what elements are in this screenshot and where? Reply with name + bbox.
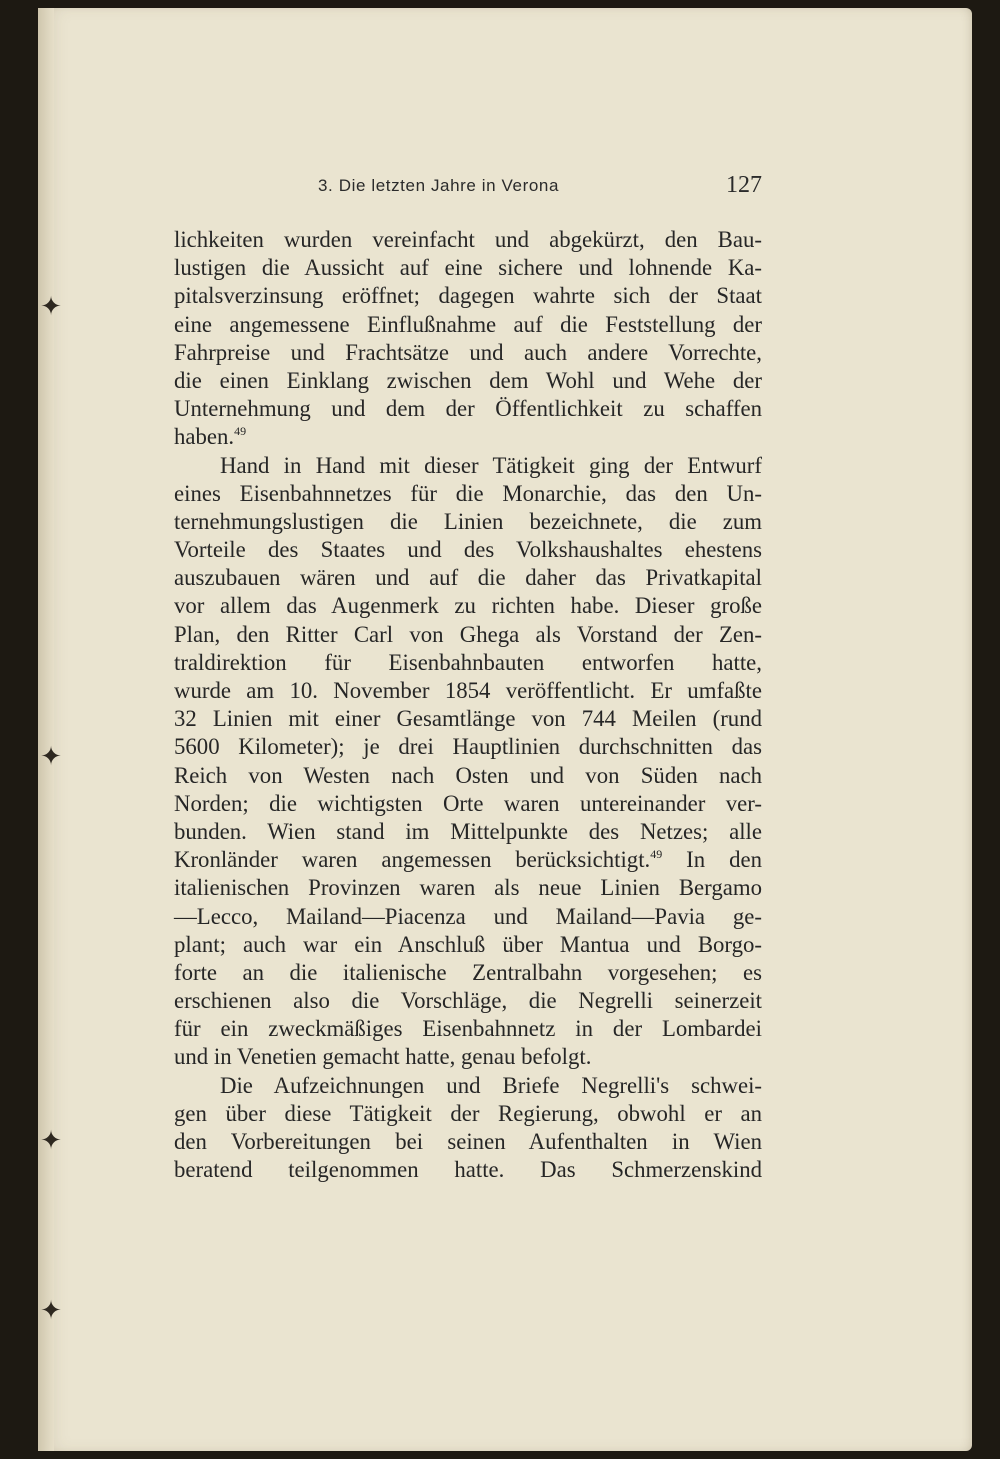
text-line: 5600 Kilometer); je drei Hauptlinien durchschnitten das	[174, 734, 762, 760]
binding-stitch-icon: ✦	[40, 292, 62, 322]
text-line: Fahrpreise und Frachtsätze und auch andere Vorrechte,	[174, 339, 762, 365]
body-text	[174, 226, 762, 1184]
text-line	[174, 846, 762, 874]
text-fragment: haben.	[174, 424, 235, 450]
footnote-reference: 49	[234, 424, 247, 439]
text-line: vor allem das Augenmerk zu richten habe. Dieser große	[174, 593, 762, 619]
text-line: —Lecco, Mailand—Piacenza und Mailand—Pavia ge-	[174, 903, 762, 929]
text-line: Plan, den Ritter Carl von Ghega als Vorstand der Zen-	[174, 621, 762, 647]
text-line: auszubauen wären und auf die daher das Privatkapital	[174, 565, 762, 591]
page-number: 127	[726, 172, 762, 198]
text-line: wurde am 10. November 1854 veröffentlicht. Er umfaßte	[174, 678, 762, 703]
text-line: pitalsverzinsung eröffnet; dagegen wahrte sich der Staat	[174, 283, 762, 309]
text-line: für ein zweckmäßiges Eisenbahnnetz in der Lombardei	[174, 1016, 762, 1042]
binding-stitch-icon: ✦	[40, 1296, 62, 1326]
binding-stitch-icon: ✦	[40, 742, 62, 772]
text-line: eines Eisenbahnnetzes für die Monarchie, das den Un-	[174, 480, 762, 506]
text-line: bunden. Wien stand im Mittelpunkte des Netzes; alle	[174, 818, 762, 844]
text-line: lustigen die Aussicht auf eine sichere und lohnende Ka-	[174, 255, 762, 281]
text-fragment: Kronländer waren angemessen berücksichtigt.	[174, 847, 651, 873]
text-line: eine angemessene Einflußnahme auf die Feststellung der	[174, 311, 762, 337]
page-binding-edge	[38, 8, 54, 1451]
running-title: 3. Die letzten Jahre in Verona	[318, 176, 560, 195]
text-line: lichkeiten wurden vereinfacht und abgekürzt, den Bau-	[174, 227, 762, 252]
text-line: 32 Linien mit einer Gesamtlänge von 744 Meilen (rund	[174, 706, 762, 732]
text-line: die einen Einklang zwischen dem Wohl und Wehe der	[174, 367, 762, 393]
text-line: Reich von Westen nach Osten und von Süden nach	[174, 762, 762, 788]
binding-stitch-icon: ✦	[40, 1126, 62, 1156]
text-line: erschienen also die Vorschläge, die Negrelli seinerzeit	[174, 988, 762, 1014]
text-line: beratend teilgenommen hatte. Das Schmerzenskind	[174, 1157, 762, 1183]
text-line: den Vorbereitungen bei seinen Aufenthalten in Wien	[174, 1129, 762, 1154]
text-line: plant; auch war ein Anschluß über Mantua und Borgo-	[174, 931, 762, 957]
running-header	[318, 170, 762, 206]
text-line: Norden; die wichtigsten Orte waren untereinander ver-	[174, 790, 762, 816]
text-line: Hand in Hand mit dieser Tätigkeit ging der Entwurf	[220, 452, 762, 478]
text-line: forte an die italienische Zentralbahn vorgesehen; es	[174, 959, 762, 985]
text-line: Die Aufzeichnungen und Briefe Negrelli's schwei-	[220, 1072, 762, 1098]
text-line: Unternehmung und dem der Öffentlichkeit zu schaffen	[174, 396, 762, 422]
text-line: italienischen Provinzen waren als neue Linien Bergamo	[174, 875, 762, 901]
text-line: gen über diese Tätigkeit der Regierung, obwohl er an	[174, 1100, 762, 1126]
text-line: traldirektion für Eisenbahnbauten entworfen hatte,	[174, 649, 762, 675]
text-fragment: In den	[662, 847, 762, 873]
text-line	[174, 423, 762, 451]
text-line: ternehmungslustigen die Linien bezeichnete, die zum	[174, 508, 762, 534]
text-line: und in Venetien gemacht hatte, genau befolgt.	[174, 1044, 592, 1070]
footnote-reference: 49	[650, 847, 663, 862]
text-line: Vorteile des Staates und des Volkshaushaltes ehestens	[174, 537, 762, 563]
